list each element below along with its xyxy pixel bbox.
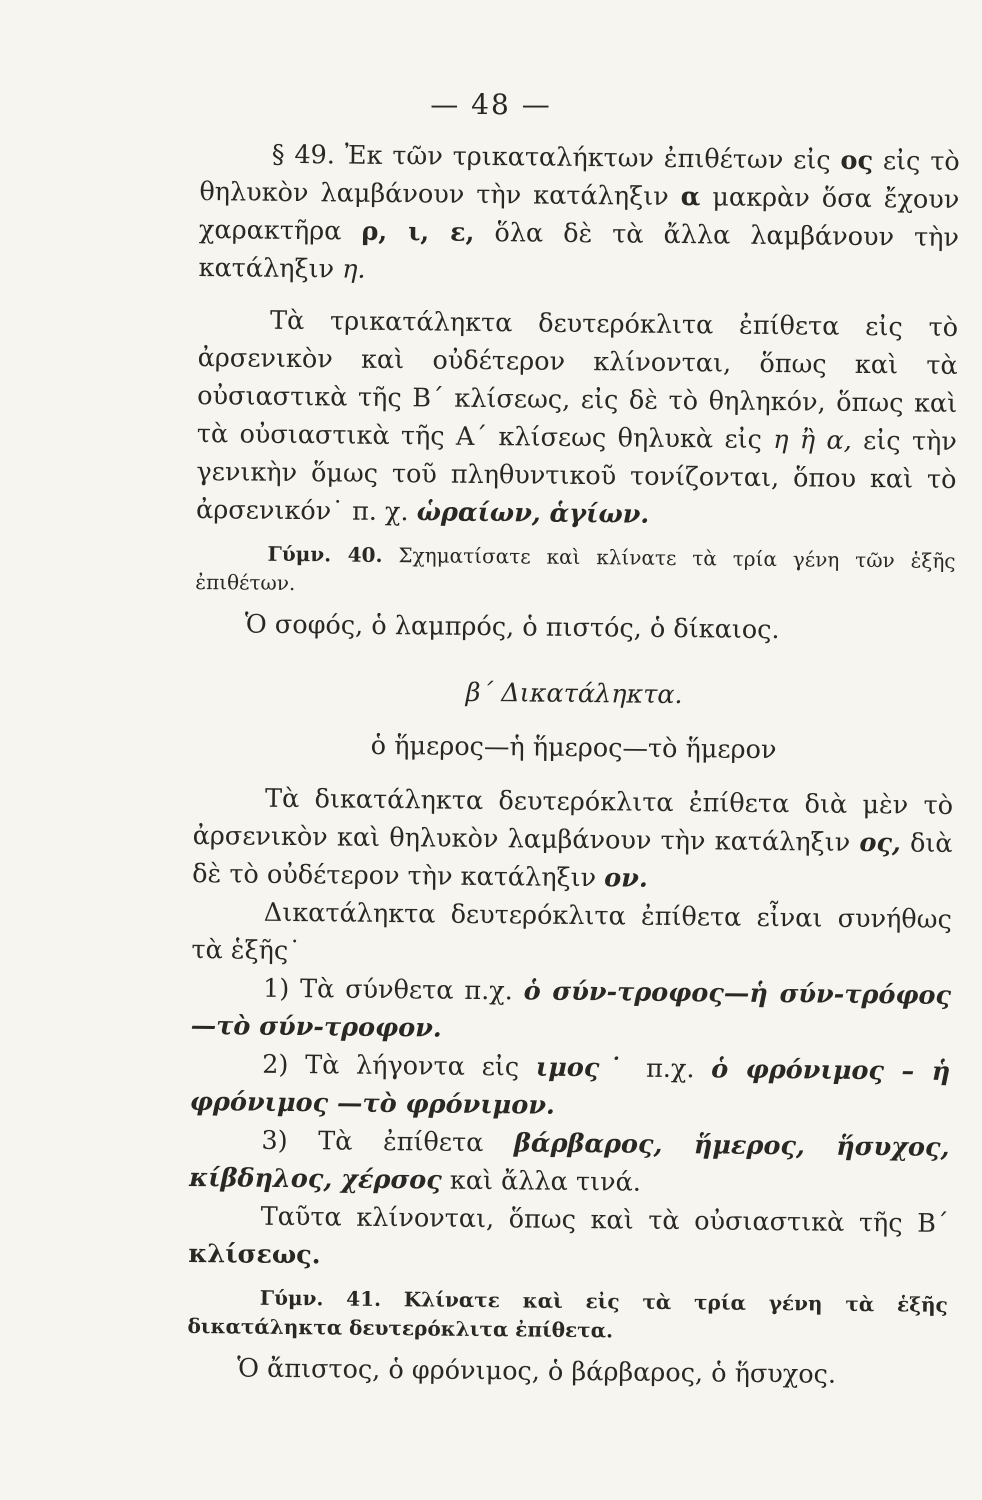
exercise-40 [195,539,956,605]
exercise-text: Σχηματίσατε καὶ κλίνατε τὰ τρία γένη τῶν ἑξῆς ἐπιθέτων. [195,542,956,596]
bold-run: α [680,182,701,213]
bold-italic-run: ιμος˙ [535,1052,630,1084]
text-run: Τὰ τρικατάληκτα δευτερόκλιτα ἐπίθετα εἰς τὸ ἀρσενικὸν καὶ οὐδέτερον κλίνονται, ὅπως καὶ τὰ οὐσιαστικὰ τῆς Β΄ κλίσεως, εἰς δὲ τὸ θηληκόν, ὅπως καὶ τὰ οὐσιαστικὰ τῆς Α΄ κλίσεως θηλυκὰ εἰς [196,305,959,456]
text-run: Τὰ δικατάληκτα δευτερόκλιτα ἐπίθετα διὰ μὲν τὸ ἀρσενικὸν καὶ θηλυκὸν λαμβάνουν τὴν κατάληξιν [192,783,954,858]
section-49-paragraph [198,135,960,295]
bold-italic-run: ὁ φρόνιμος – ἡ φρόνιμος —τὸ φρόνιμον. [189,1054,951,1121]
exercise-label: Γύμν. 40. [267,541,383,567]
exercise-41 [187,1283,948,1349]
subheading-dikatalikta: β΄ Δικατάληκτα. [465,677,683,711]
example-forms: ὁ ἥμερος—ἡ ἥμερος—τὸ ἥμερον [370,730,777,766]
dikatalikta-list-intro: Δικατάληκτα δευτερόκλιτα ἐπίθετα εἶναι συνήθως τὰ ἑξῆς˙ [191,897,952,967]
bold-run: ος [840,145,874,177]
text-run: εἰς τὸ θηλυκὸν λαμβάνουν τὴν κατάληξιν [199,146,960,213]
exercise-label: Γύμν. 41. [259,1285,382,1311]
bold-italic-run: ον. [604,863,648,894]
exercise-41-words: Ὁ ἄπιστος, ὁ φρόνιμος, ὁ βάρβαρος, ὁ ἥσυχος. [236,1353,837,1390]
exercise-text: Κλίνατε καὶ εἰς τὰ τρία γένη τὰ ἑξῆς δικατάληκτα δευτερόκλιτα ἐπίθετα. [187,1286,948,1343]
bold-italic-run: ὁ σύν-τροφος—ἡ σύν-τρόφος—τὸ σύν-τροφον. [190,976,952,1044]
text-run: μακρὰν ὅσα ἔχουν χαρακτῆρα [198,182,960,247]
bold-italic-run: ος, [859,827,901,859]
text-run: § 49. Ἐκ τῶν τρικαταλήκτων ἐπιθέτων εἰς [271,139,841,176]
text-run: Ταῦτα κλίνονται, ὅπως καὶ τὰ οὐσιαστικὰ τῆς Β΄ [260,1201,949,1239]
trikatalikta-paragraph [196,301,958,537]
bold-italic-run: ὡραίων, ἁγίων. [416,497,650,530]
list-item-1 [190,969,951,1053]
bold-run: κλίσεως. [188,1238,321,1271]
bold-run: ρ, ι, ε, [361,216,475,248]
text-run: 3) Τὰ ἐπίθετα [261,1125,515,1159]
tauta-paragraph [188,1197,949,1281]
page-body [187,135,960,1395]
page-number: — 48 — [430,88,552,121]
list-item-3 [189,1121,950,1205]
text-run: 1) Τὰ σύνθετα π.χ. [262,973,524,1007]
text-run: ὅλα δὲ τὰ ἄλλα λαμβάνουν τὴν κατάληξιν [198,217,960,285]
text-run: καὶ ἄλλα τινά. [441,1165,642,1198]
italic-run: η ἢ α, [773,425,852,456]
bold-italic-run: βάρβαρος, ἥμερος, ἥσυχος, κίβδηλος, χέρσος [188,1128,950,1196]
italic-run: η. [342,254,366,285]
text-run: διὰ δὲ τὸ οὐδέτερον τὴν κατάληξιν [192,828,953,894]
list-item-2 [190,1045,951,1129]
text-run: 2) Τὰ λήγοντα εἰς [262,1049,537,1083]
dikatalikta-paragraph [192,779,953,901]
exercise-40-words: Ὁ σοφός, ὁ λαμπρός, ὁ πιστός, ὁ δίκαιος. [244,609,780,646]
text-run: π.χ. [629,1053,712,1085]
text-run: εἰς τὴν γενικὴν ὅμως τοῦ πληθυντικοῦ τονίζονται, ὅπου καὶ τὸ ἀρσενικόν˙ π. χ. [195,425,957,528]
